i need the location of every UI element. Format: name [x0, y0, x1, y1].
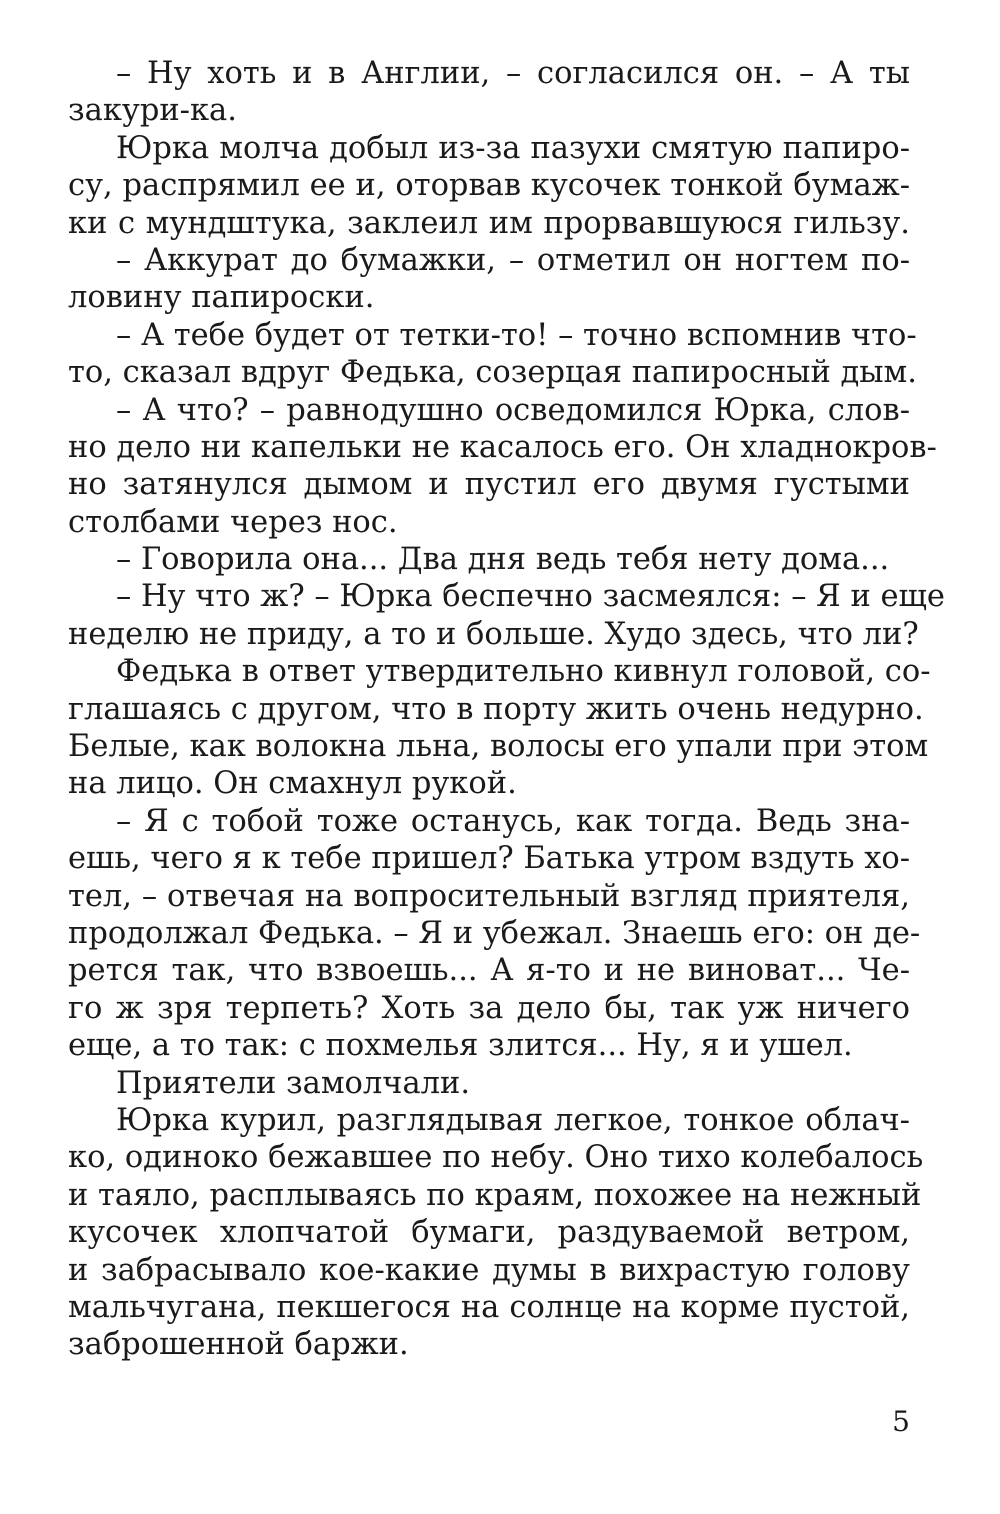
text-line: Юрка молча добыл из-за пазухи смятую папиро- — [116, 130, 910, 166]
paragraph — [68, 317, 917, 392]
text-line: ловину папироски. — [68, 280, 375, 316]
text-line: на лицо. Он смахнул рукой. — [68, 766, 517, 802]
text-line: и забрасывало кое-какие думы в вихрастую голову — [68, 1252, 910, 1288]
text-line: кусочек хлопчатой бумаги, раздуваемой ветром, — [68, 1215, 910, 1251]
paragraph — [68, 1065, 910, 1102]
text-line: – А что? – равнодушно осведомился Юрка, слов- — [116, 392, 910, 428]
text-line: ешь, чего я к тебе пришел? Батька утром вздуть хо- — [68, 841, 911, 877]
text-line: закури-ка. — [68, 93, 237, 129]
text-line: су, распрямил ее и, оторвав кусочек тонкой бумаж- — [68, 168, 910, 204]
text-line: столбами через нос. — [68, 504, 398, 540]
text-line: но дело ни капельки не касалось его. Он хладнокров- — [68, 429, 937, 465]
text-line: продолжал Федька. – Я и убежал. Знаешь его: он де- — [68, 915, 921, 951]
text-line: – Аккурат до бумажки, – отметил он ногтем по- — [116, 242, 910, 278]
text-line: еще, а то так: с похмелья злится... Ну, я и ушел. — [68, 1028, 853, 1064]
paragraph — [68, 578, 945, 653]
paragraph — [68, 541, 910, 578]
text-line: – А тебе будет от тетки-то! – точно вспомнив что- — [116, 317, 917, 353]
paragraph — [68, 803, 921, 1065]
text-line: Белые, как волокна льна, волосы его упали при этом — [68, 729, 929, 765]
text-line: и таяло, расплываясь по краям, похожее на нежный — [68, 1177, 922, 1213]
text-line: Федька в ответ утвердительно кивнул головой, со- — [116, 654, 931, 690]
text-line: то, сказал вдруг Федька, созерцая папиросный дым. — [68, 355, 917, 391]
paragraph — [68, 55, 910, 130]
text-line: го ж зря терпеть? Хоть за дело бы, так уж ничего — [68, 990, 910, 1026]
text-line: рется так, что взвоешь... А я-то и не виноват... Че- — [68, 953, 910, 989]
paragraph — [68, 392, 937, 542]
text-line: но затянулся дымом и пустил его двумя густыми — [68, 467, 910, 503]
paragraph — [68, 130, 910, 242]
text-line: тел, – отвечая на вопросительный взгляд приятеля, — [68, 878, 910, 914]
text-line: Приятели замолчали. — [116, 1065, 471, 1101]
text-line: – Ну что ж? – Юрка беспечно засмеялся: – Я и еще — [116, 579, 945, 615]
text-line: ки с мундштука, заклеил им прорвавшуюся гильзу. — [68, 205, 910, 241]
text-line: мальчугана, пекшегося на солнце на корме пустой, — [68, 1289, 910, 1325]
page-text-body — [68, 55, 945, 1364]
text-line: – Ну хоть и в Англии, – согласился он. – А ты — [116, 56, 910, 91]
text-line: заброшенной баржи. — [68, 1327, 409, 1363]
paragraph — [68, 242, 910, 317]
text-line: неделю не приду, а то и больше. Худо здесь, что ли? — [68, 616, 919, 652]
text-line: глашаясь с другом, что в порту жить очень недурно. — [68, 691, 924, 727]
page-number: 5 — [892, 1405, 910, 1438]
text-line: Юрка курил, разглядывая легкое, тонкое облач- — [116, 1102, 910, 1138]
paragraph — [68, 653, 931, 803]
paragraph — [68, 1102, 924, 1364]
text-line: – Я с тобой тоже останусь, как тогда. Ведь зна- — [116, 803, 910, 839]
text-line: – Говорила она... Два дня ведь тебя нету дома... — [116, 542, 890, 578]
text-line: ко, одиноко бежавшее по небу. Оно тихо колебалось — [68, 1140, 924, 1176]
